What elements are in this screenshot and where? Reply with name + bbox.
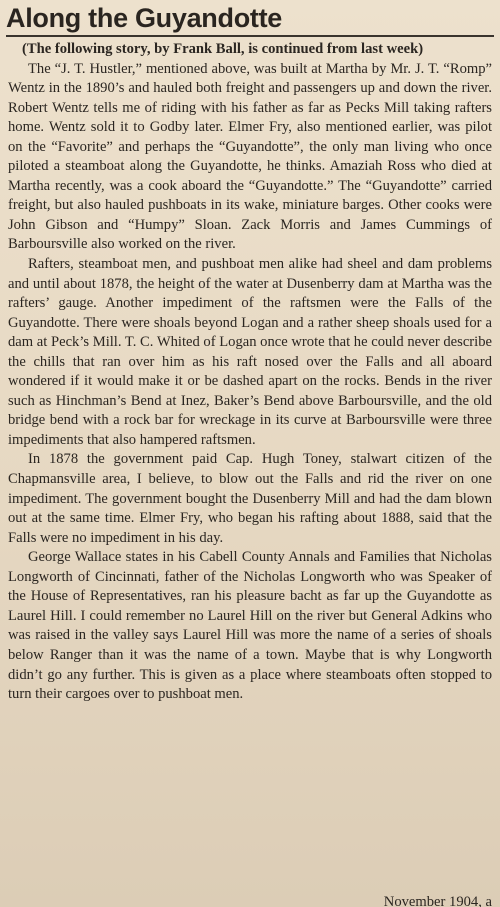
headline: Along the Guyandotte (6, 3, 282, 33)
article-paragraph: The “J. T. Hustler,” mentioned above, was built at Martha by Mr. J. T. “Romp” Wentz in the 1890’s and hauled both freight and passengers up and down the river. Robert Wentz tells me of riding with his father as far as Pecks Mill taking rafters home. Wentz sold it to Godby later. Elmer Fry, also mentioned earlier, was pilot on the “Favorite” and perhaps the “Guyandotte”, the only man living who once piloted a steamboat along the Guyandotte, he thinks. Amaziah Ross who died at Martha recently, was a cook aboard the “Guyandotte.” The “Guyandotte” carried freight, but also hauled pushboats in its wake, miniature barges. Other cooks were John Gibson and “Humpy” Sloan. Zack Morris and James Cummings of Barboursville also worked on the river. (8, 60, 492, 253)
headline-rule (6, 35, 494, 37)
article-intro: (The following story, by Frank Ball, is continued from last week) (22, 41, 424, 57)
article-paragraph: George Wallace states in his Cabell County Annals and Families that Nicholas Longworth of Cincinnati, father of the Nicholas Longworth who was Speaker of the House of Representatives, ran his pleasure bacht as far up the Guyandotte as Laurel Hill. I could remember no Laurel Hill on the river but General Adkins who was raised in the valley says Laurel Hill was more the name of a series of shoals below Ranger than it was the name of a town. Maybe that is why Longworth didn’t go any further. This is given as a place where steamboats often stopped to turn their cargoes over to pushboat men. (8, 549, 492, 703)
article-body (8, 40, 492, 705)
article-paragraph: In 1878 the government paid Cap. Hugh Toney, stalwart citizen of the Chapmansville area, I believe, to blow out the Falls and rid the river on one impediment. The government bought the Dusenberry Mill and had the dam blown out at the same time. Elmer Fry, who began his rafting about 1888, said that the Falls were no impediment in his day. (8, 451, 492, 546)
cutoff-text: November 1904, a (383, 894, 492, 907)
article-paragraph: Rafters, steamboat men, and pushboat men alike had sheel and dam problems and until about 1878, the height of the water at Dusenberry dam at Martha was the rafters’ gauge. Another impediment of the raftsmen were the Falls of the Guyandotte. There were shoals beyond Logan and a rather sheep shoals used for a dam at Peck’s Mill. T. C. Whited of Logan once wrote that he could never describe the chills that ran over him as his raft nosed over the Falls and all aboard wondered if it would make it or be dashed apart on the rocks. Bends in the river such as Hinchman’s Bend at Inez, Baker’s Bend above Barboursville, and the old bridge bend with a rock bar for wreckage in its curve at Barboursville were three impediments that also hampered raftsmen. (8, 256, 492, 448)
